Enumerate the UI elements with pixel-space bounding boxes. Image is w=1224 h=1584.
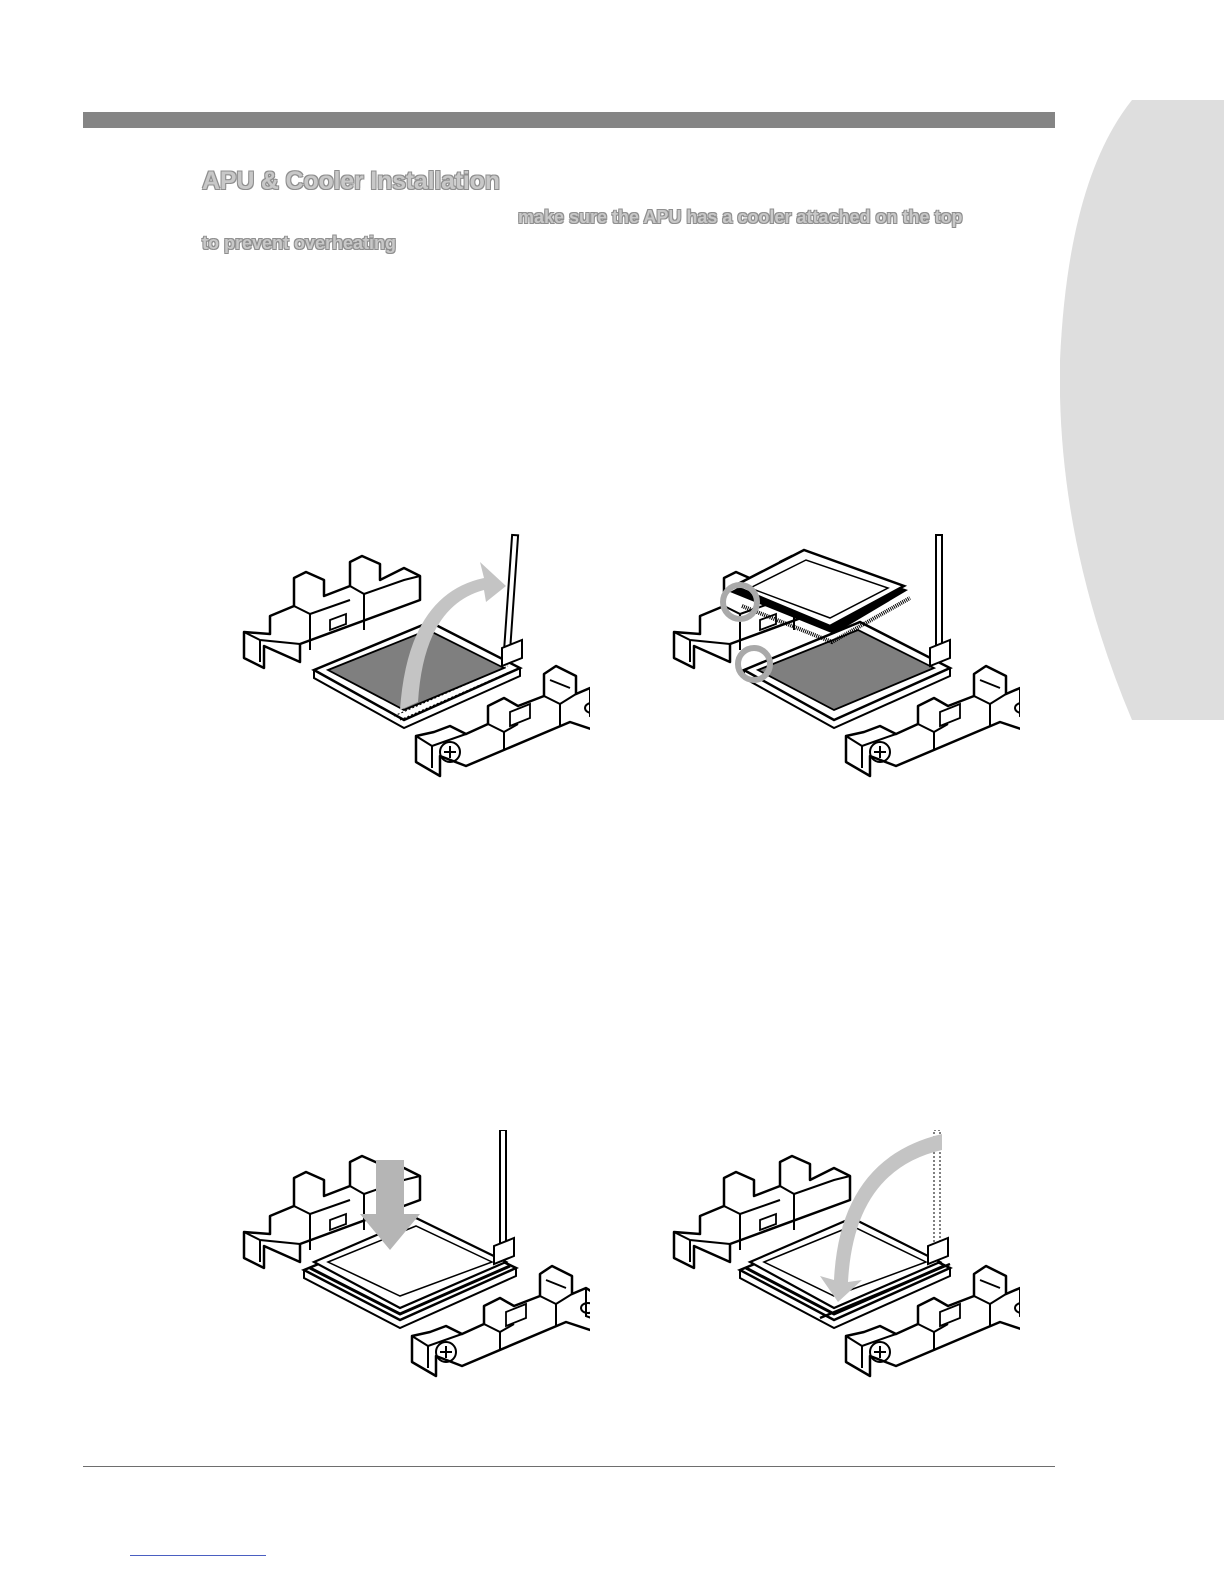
figure-apu-aligned-above-socket [660, 530, 1020, 780]
socket-lever [936, 535, 942, 653]
header-bar [83, 112, 1055, 128]
figure-apu-pressed-into-socket [230, 1130, 590, 1380]
intro-text-line-1: make sure the APU has a cooler attached on the top [518, 207, 963, 227]
socket-pin-area [758, 630, 934, 710]
footer-rule [83, 1466, 1055, 1467]
socket-lever [504, 535, 518, 653]
socket-lever [500, 1130, 506, 1248]
chapter-side-tab [1060, 100, 1224, 720]
figure-lever-lowered-locked [660, 1130, 1020, 1380]
footer-link-underline[interactable] [130, 1555, 266, 1556]
apu-chip [314, 1218, 506, 1308]
section-title: APU & Cooler Installation [202, 167, 500, 195]
figure-socket-lever-raised [230, 530, 590, 780]
intro-text-line-2: to prevent overheating [202, 233, 397, 253]
